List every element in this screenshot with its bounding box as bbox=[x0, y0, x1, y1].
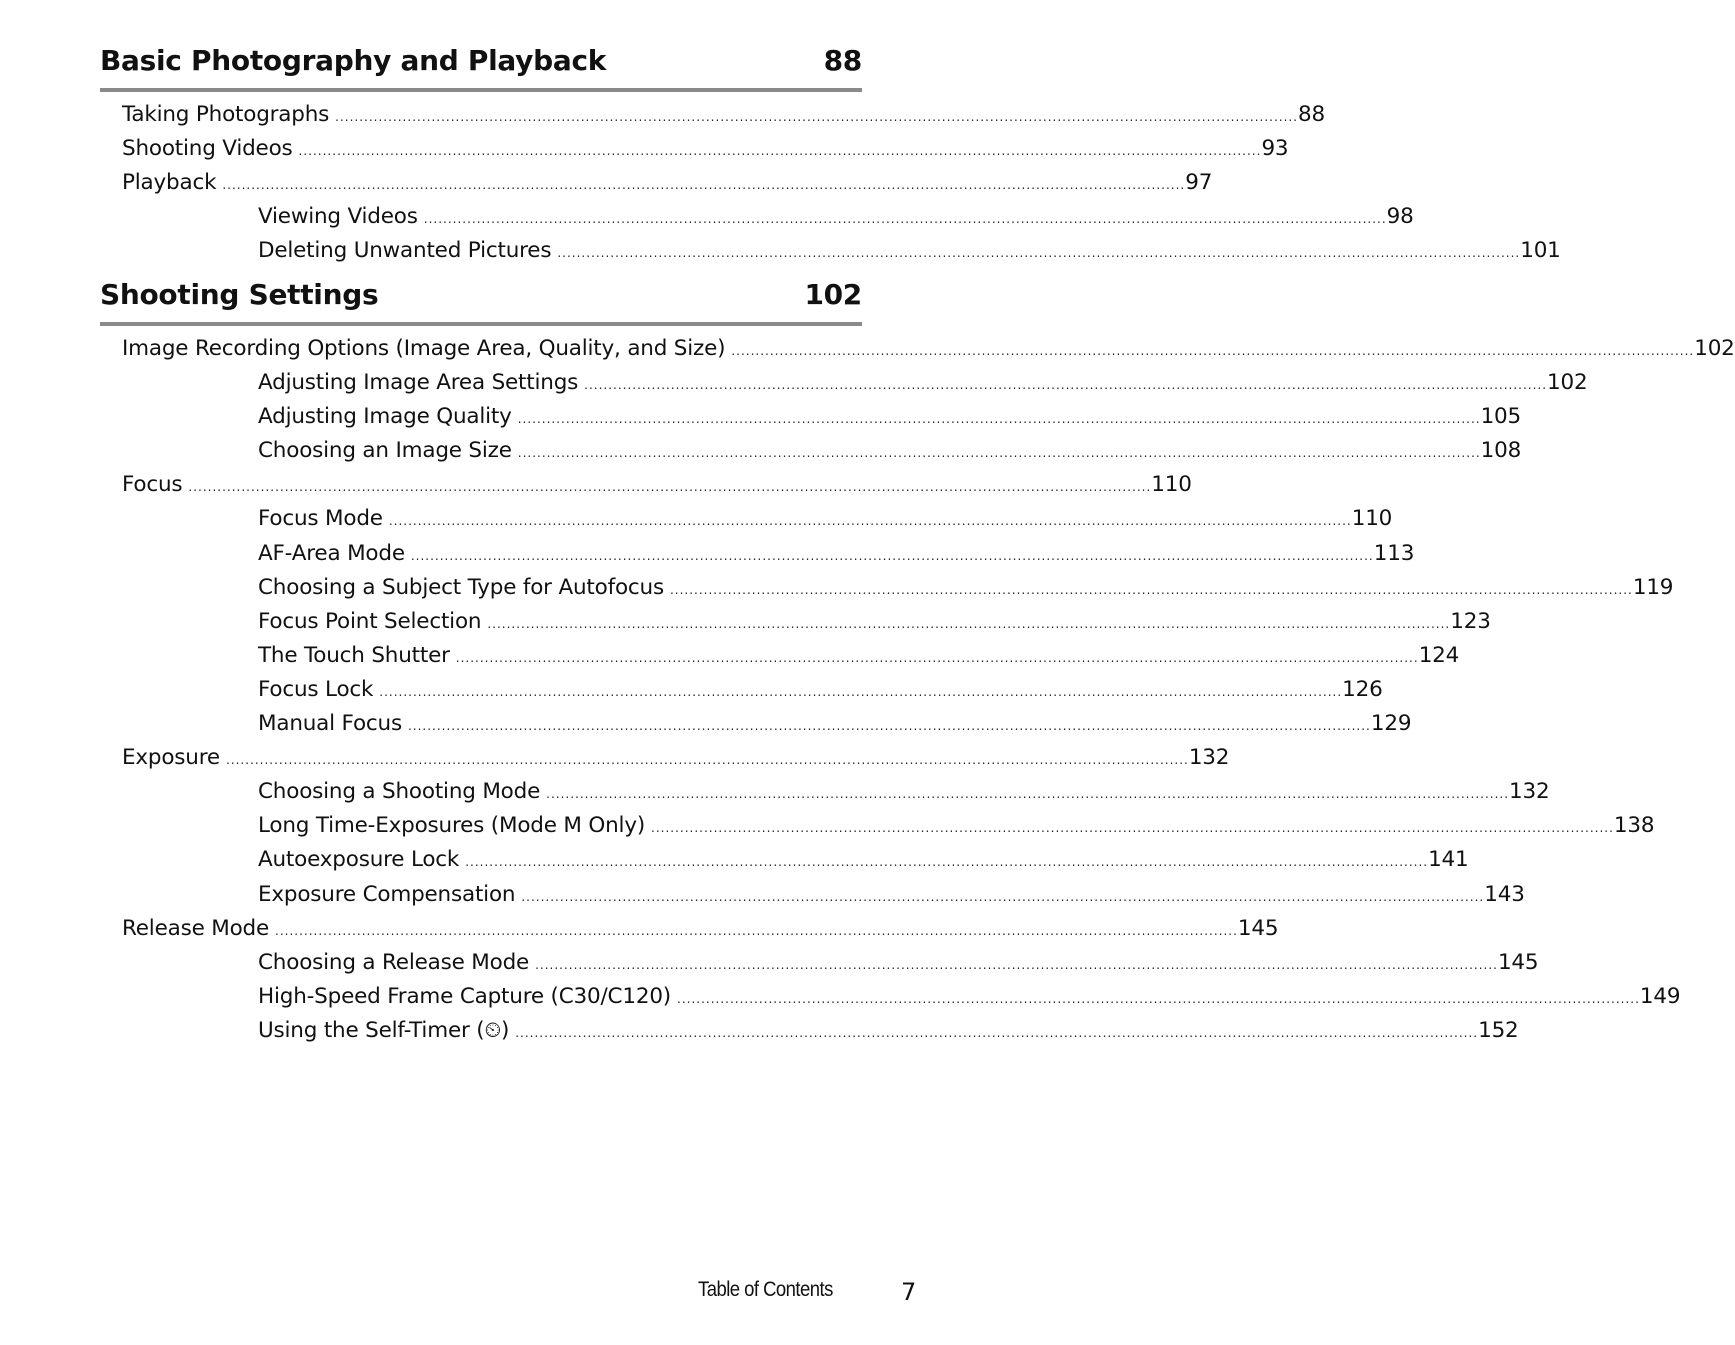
section-title: Basic Photography and Playback bbox=[100, 44, 607, 77]
toc-entry-page: 143 bbox=[1484, 881, 1525, 907]
toc-entry-label: Image Recording Options (Image Area, Quality, and Size) bbox=[122, 336, 726, 361]
toc-entry[interactable] bbox=[100, 639, 1460, 673]
dot-leader: ........................................................................................................................................................................................................ bbox=[487, 616, 1451, 631]
page-number: 7 bbox=[901, 1278, 917, 1306]
dot-leader: ........................................................................................................................................................................................................ bbox=[517, 412, 1481, 427]
toc-entry-label: Viewing Videos bbox=[258, 204, 418, 230]
toc-entry-page: 124 bbox=[1418, 642, 1460, 668]
toc-entry[interactable] bbox=[100, 912, 1279, 946]
toc-entry-label: Taking Photographs bbox=[122, 102, 330, 127]
dot-leader: ........................................................................................................................................................................................................ bbox=[465, 855, 1429, 870]
toc-entry[interactable] bbox=[100, 434, 1522, 468]
toc-entry-page: 145 bbox=[1497, 949, 1539, 975]
footer-label: Table of Contents bbox=[698, 1278, 833, 1301]
dot-leader: ........................................................................................................................................................................................................ bbox=[379, 684, 1343, 699]
dot-leader: ........................................................................................................................................................................................................ bbox=[557, 246, 1521, 261]
dot-leader: ........................................................................................................................................................................................................ bbox=[407, 719, 1371, 734]
dot-leader: ........................................................................................................................................................................................................ bbox=[225, 753, 1189, 768]
toc-entry[interactable] bbox=[100, 468, 1192, 502]
toc-entry-label: Focus Point Selection bbox=[258, 608, 482, 634]
dot-leader: ........................................................................................................................................................................................................ bbox=[517, 446, 1481, 461]
toc-entry-label: Choosing a Shooting Mode bbox=[258, 779, 541, 805]
toc-entry[interactable] bbox=[100, 234, 1561, 268]
toc-entry-label: Focus Lock bbox=[258, 676, 374, 702]
dot-leader: ........................................................................................................................................................................................................ bbox=[584, 378, 1548, 393]
toc-entry-label: Focus bbox=[122, 472, 183, 498]
toc-entry-label: The Touch Shutter bbox=[258, 642, 450, 668]
dot-leader: ........................................................................................................................................................................................................ bbox=[335, 110, 1299, 124]
toc-entry[interactable] bbox=[100, 537, 1415, 571]
toc-entry[interactable] bbox=[100, 946, 1539, 980]
toc-entry-label: Focus Mode bbox=[258, 506, 383, 532]
toc-entry-label: Deleting Unwanted Pictures bbox=[258, 238, 552, 264]
dot-leader: ........................................................................................................................................................................................................ bbox=[515, 1025, 1479, 1040]
toc-entry[interactable] bbox=[100, 673, 1383, 707]
toc-entry-label: Choosing a Release Mode bbox=[258, 949, 530, 975]
toc-entry-label: Playback bbox=[122, 170, 217, 196]
toc-entry-page: 152 bbox=[1478, 1017, 1519, 1043]
toc-entry-page: 110 bbox=[1351, 506, 1393, 532]
toc-entry-label: High-Speed Frame Capture (C30/C120) bbox=[258, 983, 671, 1009]
toc-entry[interactable] bbox=[100, 400, 1522, 434]
toc-entry-label: Adjusting Image Area Settings bbox=[258, 370, 579, 396]
toc-entry-page: 126 bbox=[1342, 676, 1383, 702]
toc-entry-page: 113 bbox=[1373, 540, 1415, 566]
toc-entry-list bbox=[100, 98, 1561, 268]
toc-entry-label: Shooting Videos bbox=[122, 136, 293, 162]
dot-leader: ........................................................................................................................................................................................................ bbox=[298, 144, 1262, 159]
section-divider bbox=[100, 88, 862, 92]
toc-entry-page: 108 bbox=[1480, 438, 1522, 464]
toc-entry-page: 110 bbox=[1151, 472, 1192, 498]
toc-entry-page: 129 bbox=[1370, 711, 1412, 737]
toc-entry-page: 88 bbox=[1298, 102, 1326, 127]
toc-entry[interactable] bbox=[100, 843, 1469, 877]
toc-entry[interactable] bbox=[100, 605, 1491, 639]
toc-entry[interactable] bbox=[100, 1014, 1519, 1048]
section-heading bbox=[100, 44, 862, 78]
toc-entry-page: 105 bbox=[1480, 404, 1522, 430]
toc-entry-label: Adjusting Image Quality bbox=[258, 404, 512, 430]
toc-entry[interactable] bbox=[100, 775, 1550, 809]
toc-entry-page: 93 bbox=[1261, 136, 1289, 162]
dot-leader: ........................................................................................................................................................................................................ bbox=[410, 548, 1374, 563]
toc-entry[interactable] bbox=[100, 166, 1213, 200]
dot-leader: ........................................................................................................................................................................................................ bbox=[651, 821, 1614, 836]
dot-leader: ........................................................................................................................................................................................................ bbox=[731, 344, 1695, 358]
toc-entry[interactable] bbox=[100, 980, 1681, 1014]
toc-entry[interactable] bbox=[100, 332, 1735, 366]
section-title: Shooting Settings bbox=[100, 278, 379, 311]
toc-entry-page: 101 bbox=[1520, 238, 1561, 264]
dot-leader: ........................................................................................................................................................................................................ bbox=[546, 787, 1510, 802]
toc-section-shooting-settings bbox=[100, 278, 1735, 1048]
section-heading bbox=[100, 278, 862, 312]
toc-entry-label: Exposure Compensation bbox=[258, 881, 516, 907]
dot-leader: ........................................................................................................................................................................................................ bbox=[188, 480, 1152, 495]
section-page: 102 bbox=[804, 278, 862, 311]
toc-entry[interactable] bbox=[100, 132, 1289, 166]
toc-entry[interactable] bbox=[100, 809, 1655, 843]
dot-leader: ........................................................................................................................................................................................................ bbox=[275, 923, 1238, 938]
section-divider bbox=[100, 322, 862, 326]
section-page: 88 bbox=[823, 44, 862, 77]
toc-entry-page: 149 bbox=[1639, 983, 1681, 1009]
toc-section-basic-photography bbox=[100, 44, 1561, 268]
dot-leader: ........................................................................................................................................................................................................ bbox=[423, 212, 1387, 227]
toc-entry-page: 97 bbox=[1185, 170, 1213, 196]
dot-leader: ........................................................................................................................................................................................................ bbox=[222, 178, 1186, 193]
dot-leader: ........................................................................................................................................................................................................ bbox=[521, 889, 1485, 904]
toc-entry[interactable] bbox=[100, 878, 1525, 912]
toc-entry-page: 145 bbox=[1237, 915, 1279, 941]
toc-entry-page: 123 bbox=[1450, 608, 1491, 634]
toc-entry-page: 141 bbox=[1428, 847, 1469, 873]
toc-entry-page: 102 bbox=[1547, 370, 1588, 396]
toc-entry[interactable] bbox=[100, 200, 1414, 234]
dot-leader: ........................................................................................................................................................................................................ bbox=[455, 650, 1419, 665]
toc-entry[interactable] bbox=[100, 571, 1674, 605]
toc-entry-page: 138 bbox=[1613, 813, 1655, 839]
toc-entry[interactable] bbox=[100, 707, 1412, 741]
toc-entry-label: Exposure bbox=[122, 745, 220, 771]
toc-entry[interactable] bbox=[100, 741, 1230, 775]
dot-leader: ........................................................................................................................................................................................................ bbox=[677, 991, 1640, 1006]
toc-entry[interactable] bbox=[100, 366, 1588, 400]
toc-entry[interactable] bbox=[100, 502, 1393, 536]
toc-entry-page: 102 bbox=[1694, 336, 1735, 361]
dot-leader: ........................................................................................................................................................................................................ bbox=[535, 957, 1498, 972]
toc-entry-label: AF-Area Mode bbox=[258, 540, 405, 566]
dot-leader: ........................................................................................................................................................................................................ bbox=[669, 582, 1633, 597]
dot-leader: ........................................................................................................................................................................................................ bbox=[388, 514, 1352, 529]
toc-entry-label: Long Time-Exposures (Mode M Only) bbox=[258, 813, 646, 839]
toc-entry-page: 132 bbox=[1509, 779, 1550, 805]
toc-entry-label: Release Mode bbox=[122, 915, 270, 941]
toc-entry-label: Autoexposure Lock bbox=[258, 847, 460, 873]
toc-entry-label: Manual Focus bbox=[258, 711, 402, 737]
toc-entry[interactable] bbox=[100, 98, 1326, 132]
toc-entry-label: Choosing an Image Size bbox=[258, 438, 512, 464]
toc-entry-page: 132 bbox=[1188, 745, 1230, 771]
toc-entry-label: Choosing a Subject Type for Autofocus bbox=[258, 574, 664, 600]
toc-entry-list bbox=[100, 332, 1735, 1048]
toc-entry-label: Using the Self-Timer (⏲) bbox=[258, 1017, 510, 1043]
toc-entry-page: 119 bbox=[1632, 574, 1674, 600]
toc-entry-page: 98 bbox=[1386, 204, 1414, 230]
